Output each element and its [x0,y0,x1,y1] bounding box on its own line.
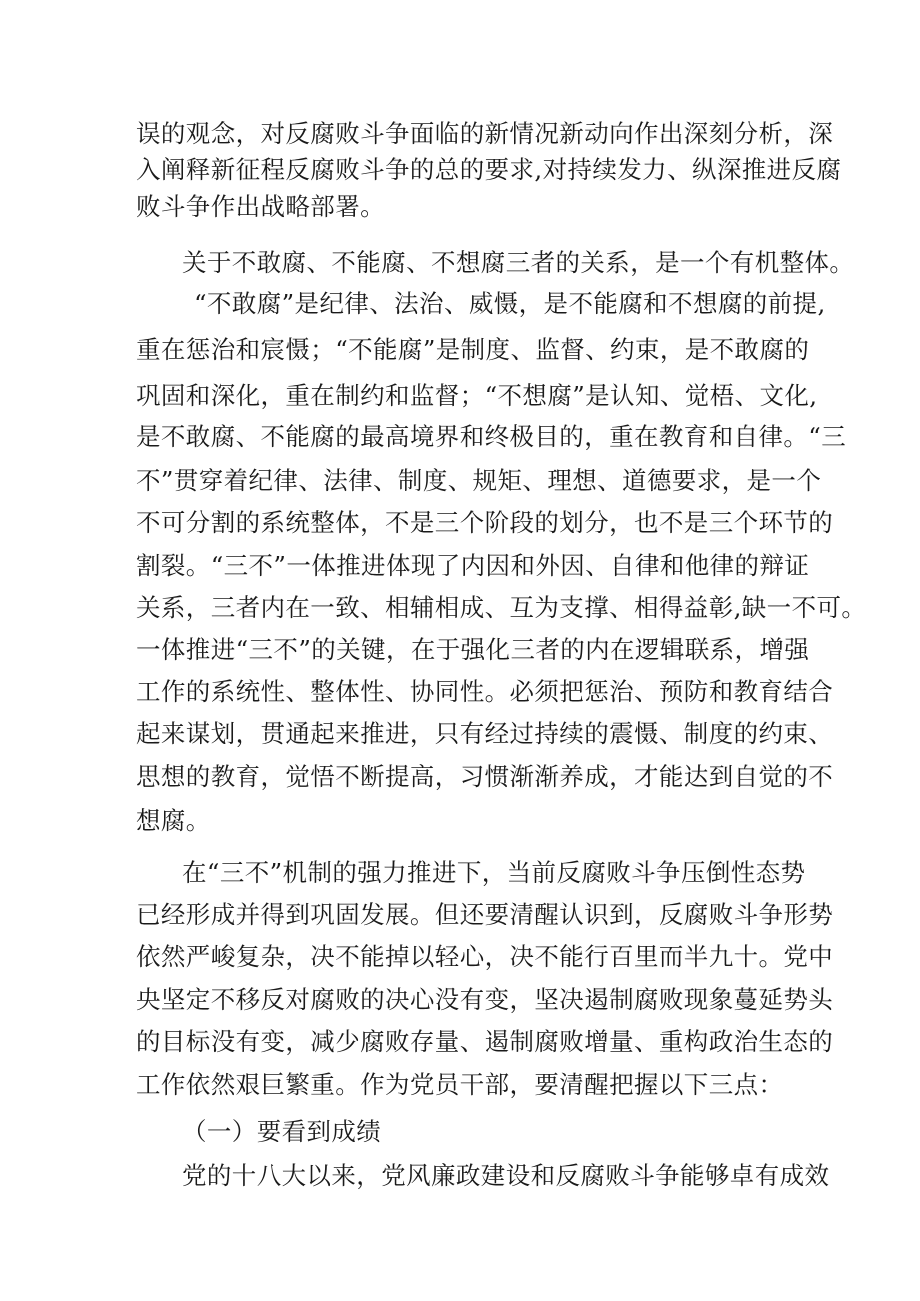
text-line: 割裂。“三不”一体推进体现了内因和外因、自律和他律的辩证 [136,551,810,580]
text-line: 思想的教育，觉悟不断提高，习惯渐渐养成，才能达到自觉的不 [136,762,834,791]
text-line: 工作的系统性、整体性、协同性。必须把惩治、预防和教育结合 [136,677,834,706]
text-line: 起来谋划，贯通起来推进，只有经过持续的震慑、制度的约束、 [136,719,834,748]
text-line: 误的观念，对反腐败斗争面临的新情况新动向作出深刻分析，深 [136,119,834,148]
text-line: 巩固和深化，重在制约和监督；“不想腐”是认知、觉梧、文化, [136,381,818,410]
text-line: 的目标没有变，减少腐败存量、遏制腐败增量、重构政治生态的 [136,1027,834,1056]
text-line: 一体推进“三不”的关键，在于强化三者的内在逻辑联系，增强 [136,635,810,664]
text-line: “不敢腐”是纪律、法治、威慑，是不能腐和不想腐的前提, [194,289,826,318]
text-line: 依然严峻复杂，决不能掉以轻心，决不能行百里而半九十。党中 [136,942,834,971]
text-line: 是不敢腐、不能腐的最高境界和终极目的，重在教育和自律。“三 [136,422,847,451]
text-line: 关系，三者内在一致、相辅相成、互为支撑、相得益彰,缺一不可。 [136,593,867,622]
text-line: 在“三不”机制的强力推进下，当前反腐败斗争压倒性态势 [182,858,806,887]
text-line: 不可分割的系统整体，不是三个阶段的划分，也不是三个环节的 [136,508,834,537]
text-line: 已经形成并得到巩固发展。但还要清醒认识到，反腐败斗争形势 [136,900,834,929]
text-line: 关于不敢腐、不能腐、不想腐三者的关系，是一个有机整体。 [182,248,855,277]
text-line: 不”贯穿着纪律、法律、制度、规矩、理想、道德要求，是一个 [136,466,822,495]
text-line: 重在惩治和宸慑；“不能腐”是制度、监督、约束，是不敢腐的 [136,335,810,364]
text-line: 想腐。 [136,806,211,835]
text-line: 败斗争作出战略部署。 [136,192,385,221]
section-heading: （一）要看到成绩 [182,1117,382,1146]
text-line: 党的十八大以来，党风廉政建设和反腐败斗争能够卓有成效 [182,1161,830,1190]
text-line: 央坚定不移反对腐败的决心没有变，坚决遏制腐败现象蔓延势头 [136,985,834,1014]
text-line: 入阐释新征程反腐败斗争的总的要求,对持续发力、纵深推进反腐 [136,155,842,184]
text-line: 工作依然艰巨繁重。作为党员干部，要清醒把握以下三点： [136,1070,784,1099]
